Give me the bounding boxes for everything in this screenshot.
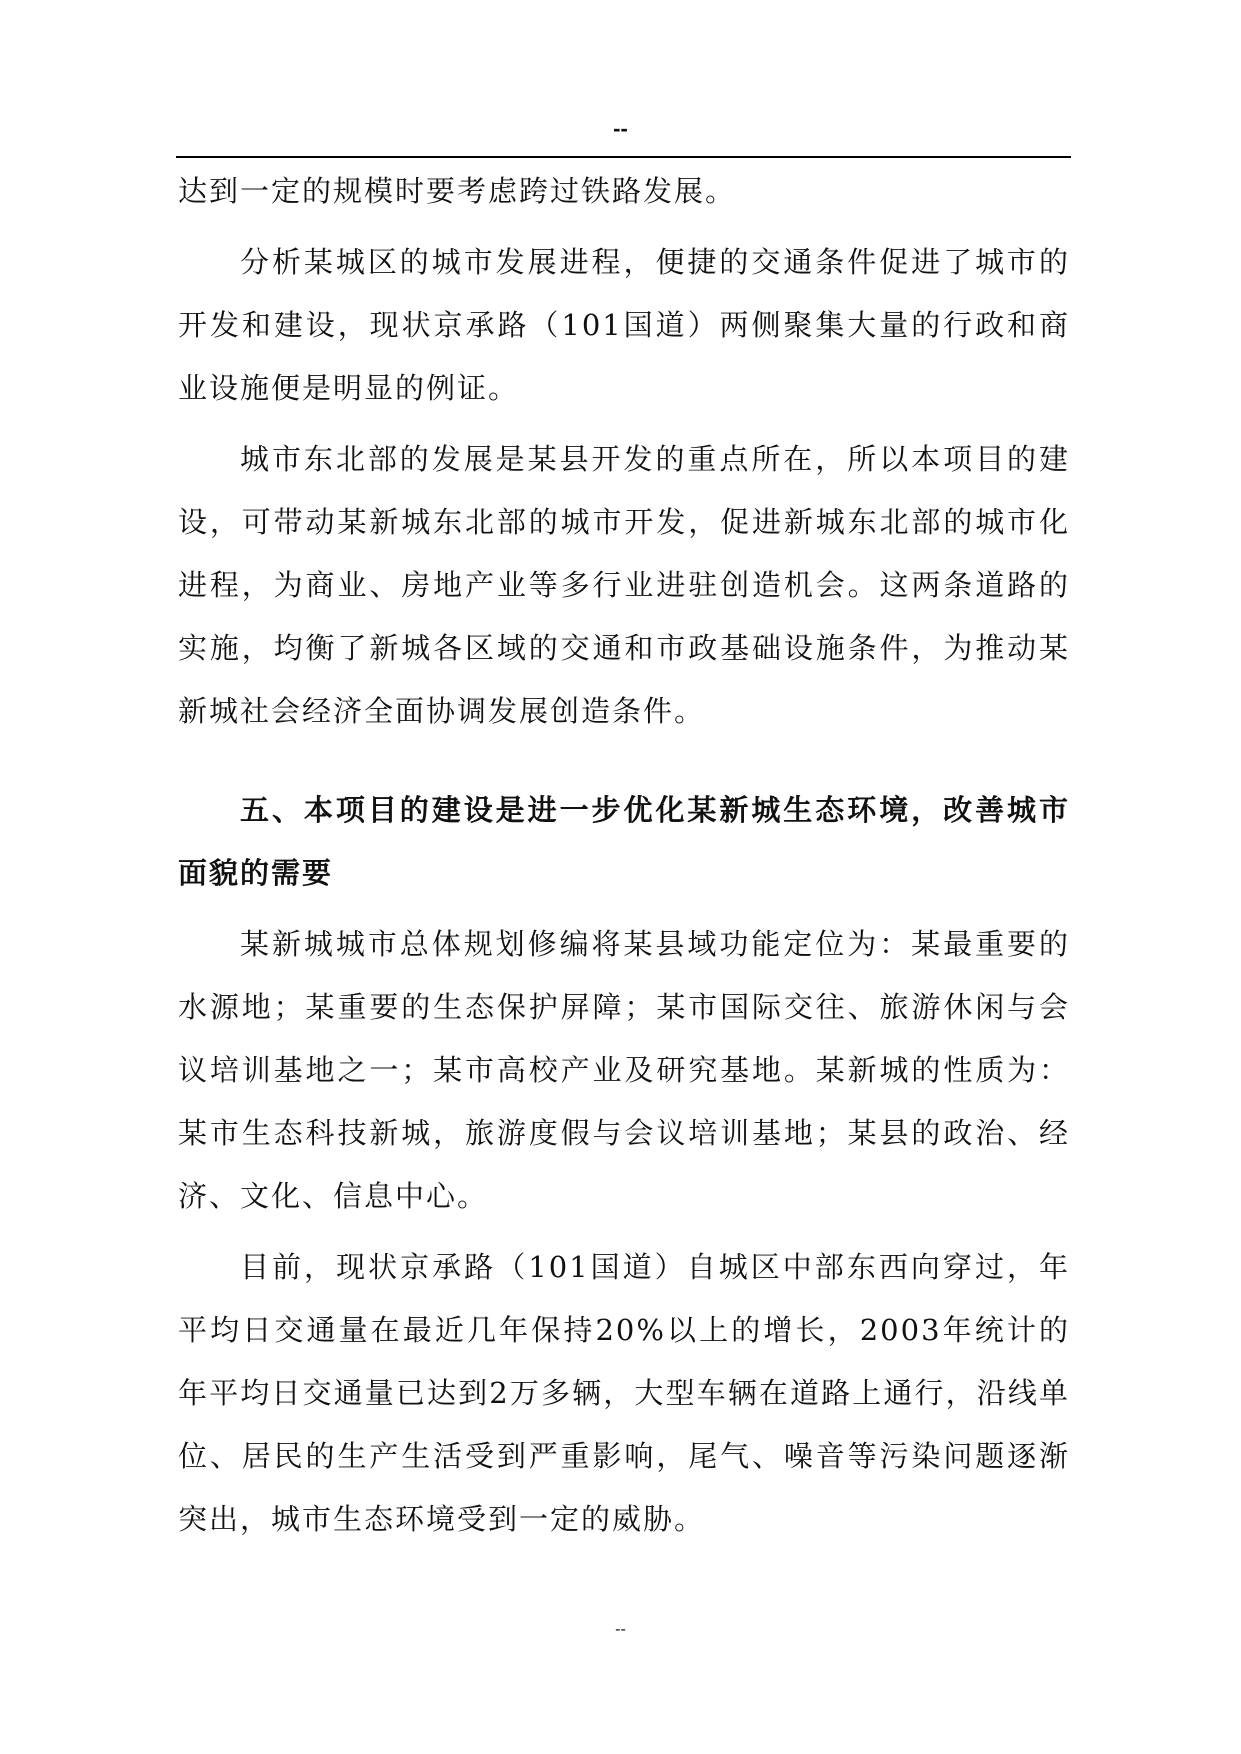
header-rule <box>176 156 1071 158</box>
paragraph-city-development: 分析某城区的城市发展进程，便捷的交通条件促进了城市的开发和建设，现状京承路（101国道）两侧聚集大量的行政和商业设施便是明显的例证。 <box>178 245 1070 405</box>
paragraph-continuation: 达到一定的规模时要考虑跨过铁路发展。 <box>178 174 737 208</box>
paragraph-northeast-development: 城市东北部的发展是某县开发的重点所在，所以本项目的建设，可带动某新城东北部的城市开发，促进新城东北部的城市化进程，为商业、房地产业等多行业进驻创造机会。这两条道路的实施，均衡了新城各区域的交通和市政基础设施条件，为推动某新城社会经济全面协调发展创造条件。 <box>178 442 1070 728</box>
paragraph-function-positioning: 某新城城市总体规划修编将某县域功能定位为：某最重要的水源地；某重要的生态保护屏障；某市国际交往、旅游休闲与会议培训基地之一；某市高校产业及研究基地。某新城的性质为：某市生态科技新城，旅游度假与会议培训基地；某县的政治、经济、文化、信息中心。 <box>178 927 1070 1213</box>
header-mark: -- <box>613 116 628 141</box>
paragraph-traffic-impact: 目前，现状京承路（101国道）自城区中部东西向穿过，年平均日交通量在最近几年保持20%以上的增长，2003年统计的年平均日交通量已达到2万多辆，大型车辆在道路上通行，沿线单位、居民的生产生活受到严重影响，尾气、噪音等污染问题逐渐突出，城市生态环境受到一定的威胁。 <box>178 1250 1070 1536</box>
document-body <box>178 160 1070 1551</box>
footer-mark: -- <box>615 1621 626 1638</box>
section-heading: 五、本项目的建设是进一步优化某新城生态环境，改善城市面貌的需要 <box>178 793 1070 890</box>
